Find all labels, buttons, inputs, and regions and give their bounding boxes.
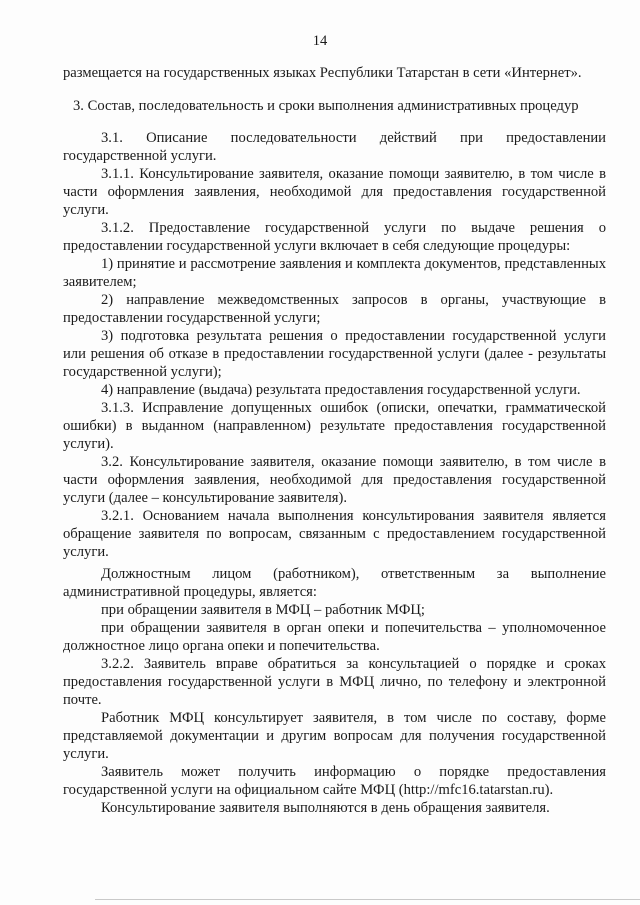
paragraph-website: Заявитель может получить информацию о порядке предоставления государственной услуги на официальном сайте МФЦ (http://mfc16.tatarstan.ru). xyxy=(63,764,606,798)
paragraph-mfc: при обращении заявителя в МФЦ – работник МФЦ; xyxy=(101,602,425,618)
scan-edge-line xyxy=(95,899,640,900)
paragraph-3-2: 3.2. Консультирование заявителя, оказание помощи заявителю, в том числе в части оформления заявления, необходимой для предоставления государственной услуги (далее – консультирование заявителя). xyxy=(63,454,606,506)
paragraph-3-2-2: 3.2.2. Заявитель вправе обратиться за консультацией о порядке и сроках предоставления государственной услуги в МФЦ лично, по телефону и электронной почте. xyxy=(63,656,606,708)
paragraph-responsible: Должностным лицом (работником), ответственным за выполнение административной процедуры, является: xyxy=(63,566,606,600)
paragraph-3-2-1: 3.2.1. Основанием начала выполнения консультирования заявителя является обращение заявителя по вопросам, связанным с предоставлением государственной услуги. xyxy=(63,508,606,560)
paragraph-3-1-1: 3.1.1. Консультирование заявителя, оказание помощи заявителю, в том числе в части оформления заявления, необходимой для предоставления государственной услуги. xyxy=(63,166,606,218)
paragraph-mfc-consults: Работник МФЦ консультирует заявителя, в том числе по составу, форме представляемой документации и другим вопросам для получения государственной услуги. xyxy=(63,710,606,762)
paragraph-3-1-3: 3.1.3. Исправление допущенных ошибок (описки, опечатки, грамматической ошибки) в выданном (направленном) результате предоставления государственной услуги). xyxy=(63,400,606,452)
list-item-4: 4) направление (выдача) результата предоставления государственной услуги. xyxy=(101,382,581,398)
document-body xyxy=(63,64,606,817)
page-number: 14 xyxy=(312,33,328,49)
paragraph-guardianship: при обращении заявителя в орган опеки и попечительства – уполномоченное должностное лицо органа опеки и попечительства. xyxy=(63,620,606,654)
paragraph-3-1: 3.1. Описание последовательности действий при предоставлении государственной услуги. xyxy=(63,130,606,164)
paragraph-continuation: размещается на государственных языках Республики Татарстан в сети «Интернет». xyxy=(63,65,582,81)
list-item-3: 3) подготовка результата решения о предоставлении государственной услуги или решения об отказе в предоставлении государственной услуги (далее - результаты государственной услуги); xyxy=(63,328,606,380)
list-item-1: 1) принятие и рассмотрение заявления и комплекта документов, представленных заявителем; xyxy=(63,256,606,290)
section-heading: 3. Состав, последовательность и сроки выполнения административных процедур xyxy=(73,98,579,114)
paragraph-same-day: Консультирование заявителя выполняются в день обращения заявителя. xyxy=(101,800,550,816)
paragraph-3-1-2: 3.1.2. Предоставление государственной услуги по выдаче решения о предоставлении государственной услуги включает в себя следующие процедуры: xyxy=(63,220,606,254)
list-item-2: 2) направление межведомственных запросов в органы, участвующие в предоставлении государственной услуги; xyxy=(63,292,606,326)
